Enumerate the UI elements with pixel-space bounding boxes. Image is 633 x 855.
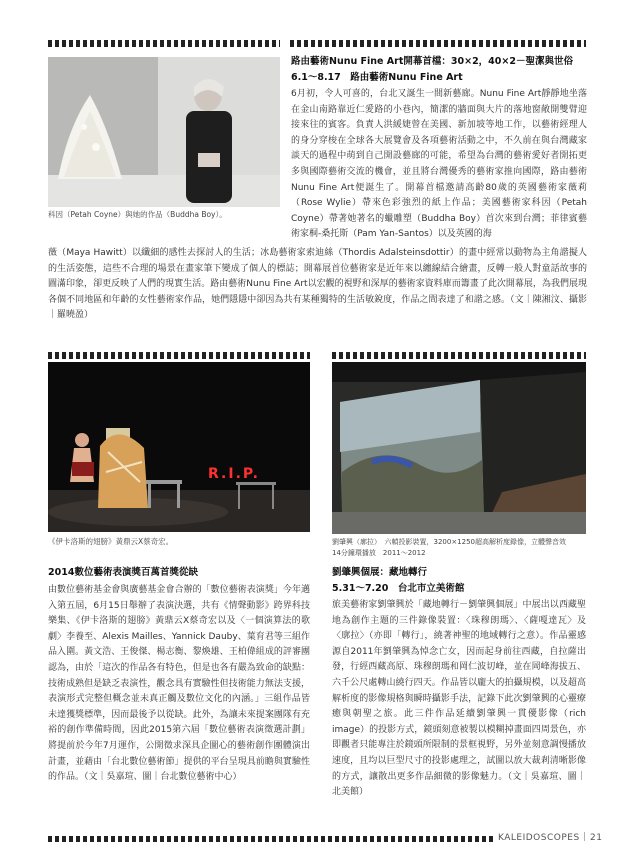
top-pattern-right [290,40,586,47]
article3-caption-line2: 14分鐘環播放 2011～2012 [332,549,426,557]
article1-body-right: 6月初，令人可喜的，台北又誕生一間新藝廊。Nunu Fine Art靜靜地坐落在金山南路靠近仁愛路的小巷內，簡潔的牆面與大片的落地窗敞開雙臂迎接來往的賓客。負責人洪緩婕曾在美國、新加坡等地工作，以藝術經理人的身分穿梭在全球各大展覽會及各項藝術活動之中，不久前在與台灣藏家談天的過程中萌到自己開設藝廊的可能，希望為台灣的藝術愛好者開拓更多與國際藝術交流的機會，並且將台灣優秀的藝術家推向國際，路由藝術Nunu Fine Art便誕生了。開幕首檔邀請高齡80歲的英國藝術家薇莉（Rose Wylie）帶來色彩強烈的紙上作品；美國藝術家科因（Petah Coyne）帶著她著名的蠟雕塑（Buddha Boy）首次來到台灣；菲律賓藝術家桐-桑托斯（Pam Yan-Santos）以及英國的海 [291,89,587,240]
article3-caption-line1: 劉肇興（廓拉） 六幀投影裝置，3200×1250超高解析度錄像，立體聲音效 [332,538,566,546]
magazine-name: KALEIDOSCOPES [498,833,580,843]
mid-pattern-right [332,352,586,359]
article3-date: 5.31～7.20 台北市立美術館 [332,583,465,594]
page-divider: | [583,832,587,842]
top-pattern-left [48,40,280,47]
footer-pattern [48,836,496,842]
icarus-wings-photo [48,362,310,532]
article2-title: 2014數位藝術表演獎百萬首獎從缺 [48,567,198,578]
article3-title: 劉肇興個展：藏地轉行 [332,567,428,578]
page-number: 21 [590,833,603,843]
rip-neon-sign: R.I.P. [208,466,260,482]
article1-body-full: 薇（Maya Hawitt）以纖細的感性去探討人的生活；冰島藝術家索迪絲（Thordis Adalsteinsdottir）的畫中經常以動物為主角諧擬人的生活姿態，這些不合理的場景在畫家筆下變成了個人的標誌；開幕展首位藝術家是近年來以纏線結合繪畫，反轉一般人對童話故事的圖滿印象，卻更反映了人們的現實生活。路由藝術Nunu Fine Art以宏觀的視野和深厚的藝術家資料庫而籌畫了此次開幕展，為我們展現各個不同地區和年齡的女性藝術家作品，她們隱隱中卻因為共有某種獨特的生活敏銳度，作品之間表達了和諧之感。（文｜陳湘汶、攝影｜羅曉盈） [48,248,587,321]
tibet-installation-photo [332,362,586,534]
petah-coyne-photo [48,57,280,207]
article1-caption: 科因（Petah Coyne）與她的作品（Buddha Boy）。 [48,210,227,219]
mid-pattern-left [48,352,310,359]
article1-title: 路由藝術Nunu Fine Art開幕首檔：30×2，40×2－聖潔與世俗 [291,56,573,67]
article2-caption: 《伊卡洛斯的翅膀》黃鼎云X蔡奇宏。 [48,537,174,546]
article1-date: 6.1～8.17 路由藝術Nunu Fine Art [291,72,463,83]
article2-body: 由數位藝術基金會與廣藝基金會合辦的「數位藝術表演獎」今年邁入第五屆，6月15日舉辦了表演決選，共有《情聲動影》跨界科技樂集、《伊卡洛斯的翅膀》黃鼎云X蔡奇宏以及〈一個演算法的歌劇〉李養至、Alexis Mailles、Yannick Dauby、葉育君等三組作品入圍。黃文浩、王俊傑、楊志衡、黎煥雄、王柏偉組成的評審團認為，由於「這次的作品各有特色，但是也各有嚴為致命的缺點：技術成熟但是缺乏表演性，觀念具有實驗性但技術能力無法支援，表演形式完整但概念並未真正觸及數位文化的內涵。」三組作品皆未達獲獎標準，因而最後予以從缺。此外，為讓未來提案團隊有充裕的創作準備時間，因此2015第六屆「數位藝術表演徵選計劃」將提前於今年7月運作，公開徵求深具企圖心的藝術創作團體演出計畫，並藉由「台北數位藝術節」提供的平台呈現具前瞻與實驗性的作品。（文｜吳嘉瑄、圖｜台北數位藝術中心） [48,585,310,783]
article3-body: 旅美藝術家劉肇興於「藏地轉行－劉肇興個展」中展出以西藏聖地為創作主題的三件錄像裝置：〈珠穆朗瑪〉、〈薩嘎達瓦〉及〈廓拉〉（亦即「轉行」，繞著神聖的地域轉行之意）。作品靈感源自2011年劉肇興為悼念亡女，因而起身前往西藏，自拉薩出發，行經西藏高原、珠穆朗瑪和岡仁波切峰，並在岡峰海拔五、六千公尺處轉山繞行四天。作品皆以龐大的拍攝規模，以及超高解析度的影像規格與瞬時攝影手法，記錄下此次劉肇興的心靈療癒與朝聖之旅。此三件作品延續劉肇興一貫優影像（rich image）的投影方式，鏡頭刻意被製以模糊掉畫面四周景色，亦即觀者只能專注於鏡頭所限制的景框視野，另外並刻意調慢播放速度，且均以巨型尺寸的投影處理之，試圖以放大裁剎清晰影像的方式，讓散出更多作品細微的影像魅力。（文｜吳嘉瑄、圖｜北美館） [332,600,586,798]
